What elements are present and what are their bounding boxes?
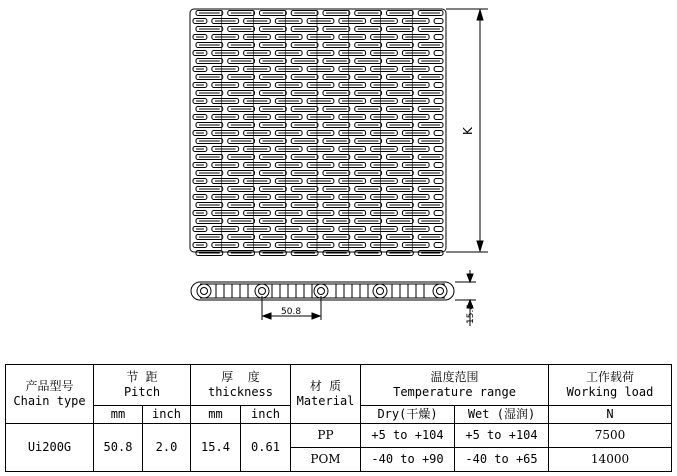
dimension-k-label: K xyxy=(461,127,475,135)
belt-top-view xyxy=(190,9,446,256)
temp-wet-unit: Wet (湿润) xyxy=(455,406,549,424)
thickness-header-en: thickness xyxy=(207,385,274,399)
pitch-mm-unit: mm xyxy=(94,406,143,424)
col-pitch-header xyxy=(94,365,191,406)
pitch-header-cn: 节 距 xyxy=(126,370,158,384)
pitch-inch-unit: inch xyxy=(143,406,191,424)
chain-side-view xyxy=(191,282,454,300)
col-load-header xyxy=(549,365,672,406)
load-unit: N xyxy=(549,406,672,424)
col-thickness-header xyxy=(191,365,291,406)
material-pp: PP xyxy=(291,424,361,448)
thickness-mm-value: 15.4 xyxy=(191,424,241,472)
load-header-cn: 工作载荷 xyxy=(586,370,635,384)
col-temp-header xyxy=(361,365,549,406)
model-header-cn: 产品型号 xyxy=(25,379,74,393)
material-header-cn: 材 质 xyxy=(309,379,342,393)
load-pp: 7500 xyxy=(549,424,672,448)
pitch-mm-value: 50.8 xyxy=(94,424,143,472)
temp-header-cn: 温度范围 xyxy=(430,370,479,384)
col-model-header xyxy=(6,365,94,424)
col-material-header xyxy=(291,365,361,424)
thickness-inch-value: 0.61 xyxy=(241,424,291,472)
temp-wet-pp: +5 to +104 xyxy=(455,424,549,448)
temp-wet-pom: -40 to +65 xyxy=(455,448,549,472)
temp-header-en: Temperature range xyxy=(393,385,516,399)
material-pom: POM xyxy=(291,448,361,472)
temp-dry-pom: -40 to +90 xyxy=(361,448,455,472)
spec-table xyxy=(5,364,672,472)
model-value: Ui200G xyxy=(6,424,94,472)
model-header-en: Chain type xyxy=(13,394,86,408)
pitch-inch-value: 2.0 xyxy=(143,424,191,472)
dimension-pitch-label: 50.8 xyxy=(281,307,302,317)
thickness-mm-unit: mm xyxy=(191,406,241,424)
temp-dry-pp: +5 to +104 xyxy=(361,424,455,448)
dimension-thickness-label: 15.4 xyxy=(466,303,476,324)
thickness-header-cn: 厚 度 xyxy=(221,370,260,384)
material-header-en: Material xyxy=(296,394,355,408)
load-header-en: Working load xyxy=(566,385,654,399)
thickness-inch-unit: inch xyxy=(241,406,291,424)
load-pom: 14000 xyxy=(549,448,672,472)
pitch-header-en: Pitch xyxy=(123,385,161,399)
temp-dry-unit: Dry(干燥) xyxy=(361,406,455,424)
